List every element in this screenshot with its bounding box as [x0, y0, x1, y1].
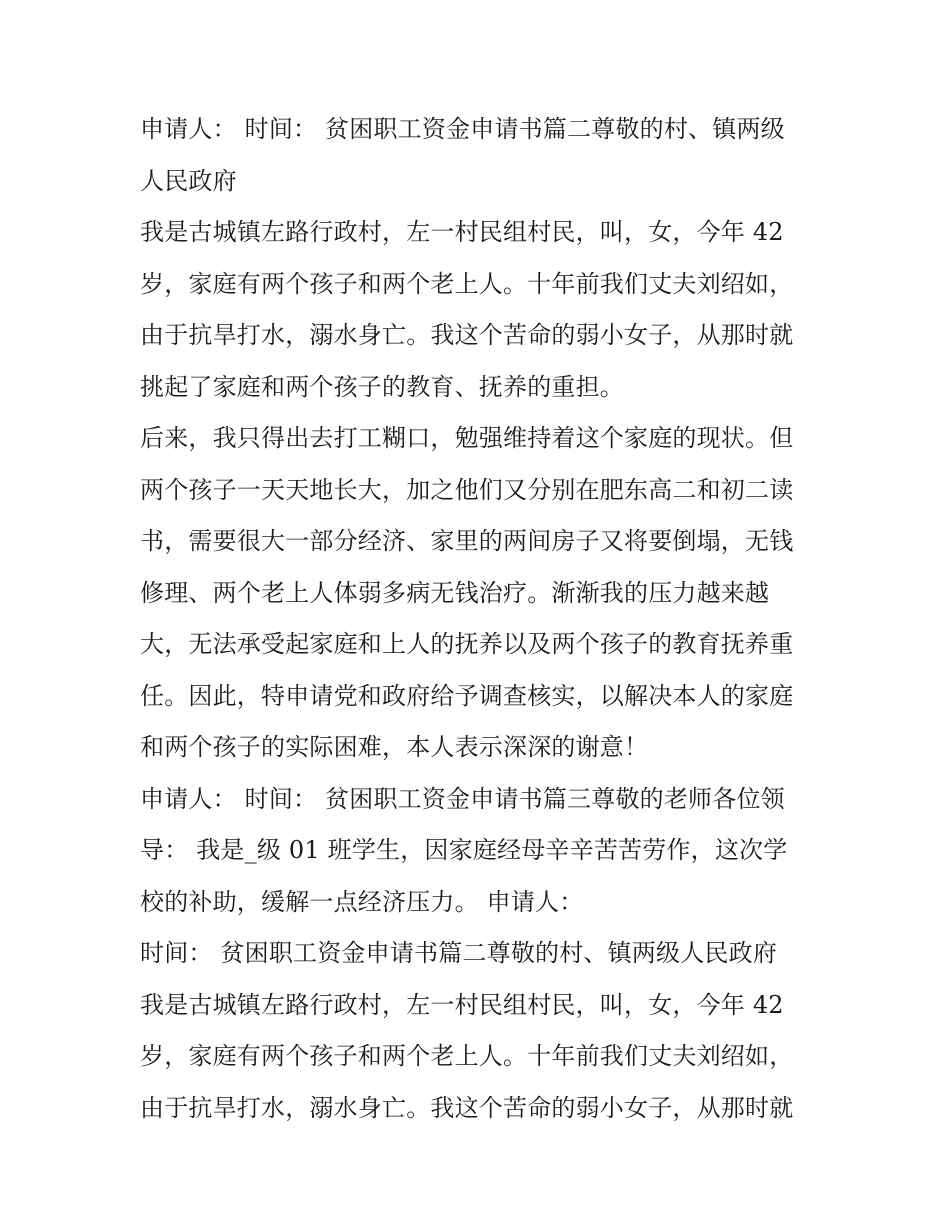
- text-line: 时间： 贫困职工资金申请书篇二尊敬的村、镇两级人民政府: [140, 939, 778, 967]
- text-line: 两个孩子一天天地长大，加之他们又分别在肥东高二和初二读: [140, 475, 794, 504]
- text-line: 和两个孩子的实际困难，本人表示深深的谢意！: [140, 733, 649, 761]
- text-line: 任。因此，特申请党和政府给予调查核实，以解决本人的家庭: [140, 681, 794, 710]
- text-line: 大，无法承受起家庭和上人的抚养以及两个孩子的教育抚养重: [140, 630, 794, 658]
- text-line: 由于抗旱打水，溺水身亡。我这个苦命的弱小女子，从那时就: [140, 321, 794, 349]
- text-line: 人民政府: [140, 166, 237, 195]
- text-line: 岁，家庭有两个孩子和两个老上人。十年前我们丈夫刘绍如，: [140, 269, 794, 298]
- text-line: 书，需要很大一部分经济、家里的两间房子又将要倒塌，无钱: [140, 527, 794, 555]
- text-line: 挑起了家庭和两个孩子的教育、抚养的重担。: [140, 372, 624, 401]
- text-line: 岁，家庭有两个孩子和两个老上人。十年前我们丈夫刘绍如，: [140, 1042, 794, 1070]
- text-line: 校的补助，缓解一点经济压力。 申请人：: [140, 887, 584, 916]
- text-line: 申请人： 时间： 贫困职工资金申请书篇三尊敬的老师各位领: [140, 784, 785, 813]
- text-line: 修理、两个老上人体弱多病无钱治疗。渐渐我的压力越来越: [140, 578, 770, 607]
- text-line: 申请人： 时间： 贫困职工资金申请书篇二尊敬的村、镇两级: [140, 115, 785, 143]
- text-line: 导： 我是_级 01 班学生，因家庭经母辛辛苦苦劳作，这次学: [140, 836, 788, 864]
- text-line: 我是古城镇左路行政村，左一村民组村民，叫，女，今年 42: [140, 218, 784, 246]
- document-body: [140, 104, 820, 1134]
- text-line: 我是古城镇左路行政村，左一村民组村民，叫，女，今年 42: [140, 990, 784, 1019]
- text-line: 由于抗旱打水，溺水身亡。我这个苦命的弱小女子，从那时就: [140, 1093, 794, 1122]
- text-line: 后来，我只得出去打工糊口，勉强维持着这个家庭的现状。但: [140, 424, 794, 452]
